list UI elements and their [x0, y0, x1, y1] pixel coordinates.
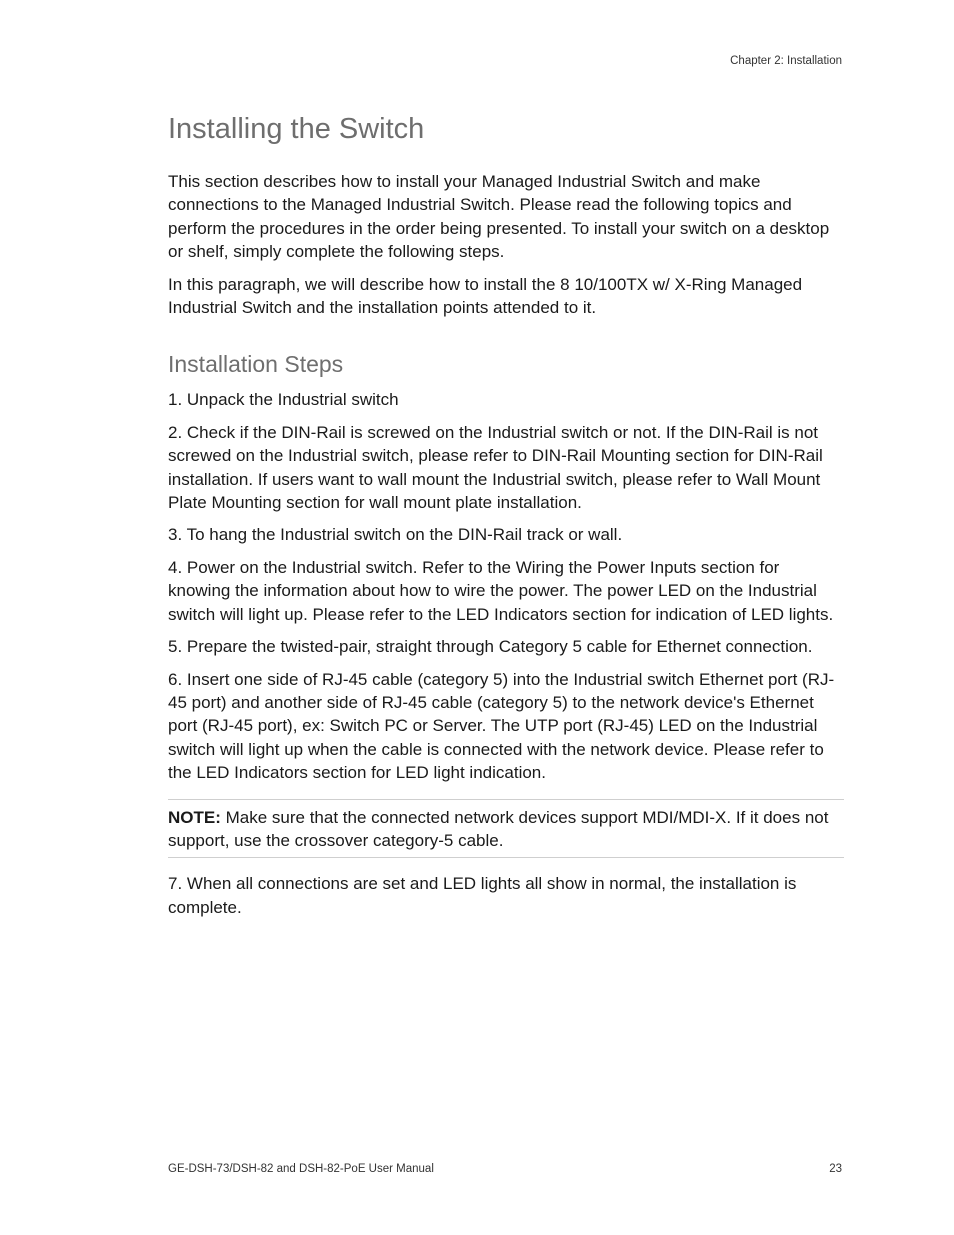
step-7: 7. When all connections are set and LED lights all show in normal, the installation is complete.	[168, 874, 797, 917]
step-6: 6. Insert one side of RJ-45 cable (category 5) into the Industrial switch Ethernet port (RJ-45 port) and another side of RJ-45 cable (category 5) to the network device's Ethernet port (RJ-45 port), ex: Switch PC or Server. The UTP port (RJ-45) LED on the Industrial switch will light up when the cable is connected with the network device. Please refer to the LED Indicators section for LED light indication.	[168, 669, 835, 783]
step-1: 1. Unpack the Industrial switch	[168, 390, 399, 410]
running-header: Chapter 2: Installation	[730, 55, 842, 67]
footer-manual-title: GE-DSH-73/DSH-82 and DSH-82-PoE User Manual	[168, 1163, 434, 1175]
note-text: Make sure that the connected network devices support MDI/MDI-X. If it does not support, use the crossover category-5 cable.	[168, 807, 829, 850]
intro-paragraph-2: In this paragraph, we will describe how to install the 8 10/100TX w/ X-Ring Managed Industrial Switch and the installation points attended to it.	[168, 274, 803, 318]
note-paragraph	[168, 806, 844, 853]
intro-paragraph-1: This section describes how to install your Managed Industrial Switch and make connections to the Managed Industrial Switch. Please read the following topics and perform the procedures in the order being presented. To install your switch on a desktop or shelf, simply complete the following steps.	[168, 172, 830, 262]
step-5: 5. Prepare the twisted-pair, straight through Category 5 cable for Ethernet connection.	[168, 637, 813, 657]
step-2: 2. Check if the DIN-Rail is screwed on the Industrial switch or not. If the DIN-Rail is not screwed on the Industrial switch, please refer to DIN-Rail Mounting section for DIN-Rail installation. If users want to wall mount the Industrial switch, please refer to Wall Mount Plate Mounting section for wall mount plate installation.	[168, 422, 823, 513]
step-3: 3. To hang the Industrial switch on the DIN-Rail track or wall.	[168, 525, 623, 545]
footer-page-number: 23	[829, 1163, 842, 1175]
note-label: NOTE:	[168, 807, 221, 827]
subsection-title: Installation Steps	[168, 351, 344, 378]
page-content	[168, 110, 844, 928]
note-box	[168, 799, 844, 859]
step-4: 4. Power on the Industrial switch. Refer to the Wiring the Power Inputs section for knowing the information about how to wire the power. The power LED on the Industrial switch will light up. Please refer to the LED Indicators section for indication of LED lights.	[168, 557, 834, 624]
section-title: Installing the Switch	[168, 113, 425, 145]
